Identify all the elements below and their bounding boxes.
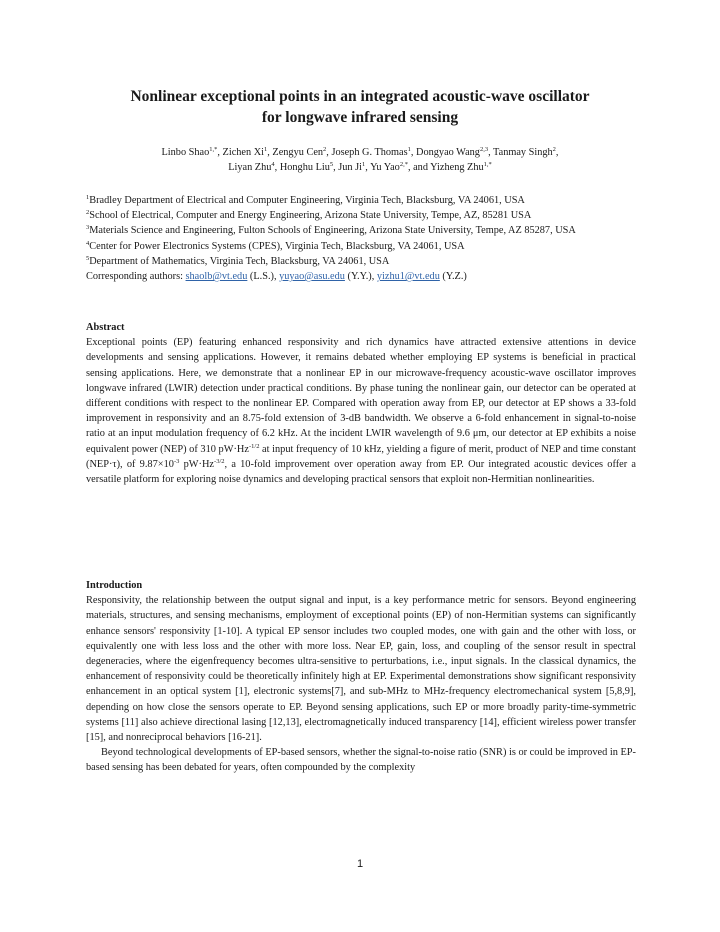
affil-number: 2 <box>86 209 90 217</box>
abstract-body <box>86 335 636 487</box>
author-name: Linbo Shao <box>161 147 210 158</box>
author-name: Liyan Zhu <box>228 162 272 173</box>
introduction-heading: Introduction <box>86 580 143 591</box>
author-list <box>0 145 720 175</box>
paper-title <box>0 86 720 128</box>
author-sep: , <box>410 147 417 158</box>
email-link-shao[interactable]: shaolb@vt.edu <box>185 271 248 283</box>
title-line-1: Nonlinear exceptional points in an integrated acoustic-wave oscillator <box>130 88 590 105</box>
author-name: Yu Yao <box>370 162 400 173</box>
affil-number: 4 <box>86 239 90 247</box>
affil-text: Bradley Department of Electrical and Computer Engineering, Virginia Tech, Blacksburg, VA 24061, USA <box>89 195 525 206</box>
affil-number: 3 <box>86 224 90 232</box>
corresponding-initials: (Y.Y.), <box>344 271 377 283</box>
author-affil-sup: 1,* <box>483 161 492 168</box>
author-sep: , <box>326 147 332 158</box>
introduction-section <box>86 578 636 776</box>
author-affil-sup: 1 <box>264 146 268 153</box>
author-line-2 <box>0 160 720 175</box>
author-name: Jun Ji <box>338 162 363 173</box>
affiliation <box>86 239 638 254</box>
affil-text: Materials Science and Engineering, Fulton Schools of Engineering, Arizona State University, Tempe, AZ 85287, USA <box>89 225 576 237</box>
author-line-1 <box>0 145 720 160</box>
email-link-yao[interactable]: yuyao@asu.edu <box>279 271 345 283</box>
title-line-2: for longwave infrared sensing <box>261 109 459 126</box>
author-affil-sup: 2 <box>552 146 556 153</box>
author-name: Zengyu Cen <box>272 147 324 158</box>
author-affil-sup: 2 <box>323 146 327 153</box>
author-name: Joseph G. Thomas <box>331 147 408 158</box>
affiliation <box>86 208 638 223</box>
author-sep: , <box>365 162 371 173</box>
affiliation <box>86 223 638 238</box>
affiliations <box>86 193 638 284</box>
author-affil-sup: 5 <box>329 161 334 168</box>
corresponding-authors <box>86 269 638 284</box>
corresponding-label: Corresponding authors: <box>86 271 186 283</box>
author-name: Dongyao Wang <box>416 147 480 158</box>
author-affil-sup: 2,* <box>399 161 408 168</box>
author-affil-sup: 1,* <box>209 146 218 153</box>
author-affil-sup: 4 <box>271 161 275 168</box>
abstract-heading: Abstract <box>86 322 125 333</box>
corresponding-initials: (L.S.), <box>247 271 280 283</box>
author-sep: , <box>488 147 494 158</box>
abstract-text: Exceptional points (EP) featuring enhanced responsivity and rich dynamics have attracted extensive attentions in device developments and sensing applications. However, it remains debated whether employing EP systems is beneficial in practical sensing applications. Here, we demonstrate that a nonlinear EP in our microwave-frequency acoustic-wave oscillator improves longwave infrared (LWIR) detection under practical conditions. By phase tuning the nonlinear gain, our detector can be operated at different conditions with respect to the nonlinear EP. Compared with operation away from EP, our detector at EP shows a 33-fold improvement in responsivity and an 8.75-fold extension of 3-dB bandwidth. We observe a 6-fold enhancement in signal-to-noise ratio at an input modulation frequency of 6.2 kHz. At the incident LWIR wavelength of 9.6 μm, our detector at EP exhibits a noise equivalent power (NEP) of 310 pW·Hz <box>86 337 636 455</box>
author-name: Yizheng Zhu <box>430 162 484 173</box>
introduction-paragraph-2: Beyond technological developments of EP-based sensors, whether the signal-to-noise ratio (SNR) is or could be improved in EP-based sensing has been debated for years, often compounded by the complexity <box>86 747 636 774</box>
author-affil-sup: 2,3 <box>479 146 489 153</box>
affil-number: 1 <box>86 194 90 201</box>
abstract-text: at input frequency of 10 kHz, yielding a figure of merit, product of NEP and time constant (NEP·τ), of 9.87×10 <box>86 443 636 470</box>
exponent: -1/2 <box>248 442 260 450</box>
author-name: Tanmay Singh <box>493 147 553 158</box>
author-affil-sup: 1 <box>362 161 366 168</box>
page-number: 1 <box>356 858 364 870</box>
author-name: Zichen Xi <box>222 147 265 158</box>
affil-number: 5 <box>86 254 90 262</box>
author-name: Honghu Liu <box>279 162 330 173</box>
abstract-text: pW·Hz <box>179 458 215 470</box>
affil-text: Department of Mathematics, Virginia Tech, Blacksburg, VA 24061, USA <box>89 255 390 267</box>
author-sep: , <box>274 162 280 173</box>
author-sep: , and <box>407 162 431 173</box>
author-affil-sup: 1 <box>407 146 411 153</box>
introduction-paragraph-1: Responsivity, the relationship between the output signal and input, is a key performance metric for sensors. Beyond engineering materials, structures, and sensing mechanisms, employment of exceptional points (EP) of non-Hermitian systems can significantly enhance sensors' responsivity [1-10]. A typical EP sensor includes two coupled modes, one with gain and the other with loss, or equivalently one with less loss and the other with more loss. Near EP, gain, loss, and coupling of the sensor result in spectral degeneracies, where the eigenfrequency becomes ultra-sensitive to perturbations, i.e., input signals. In the classical dynamics, the enhancement of responsivity could be theoretically infinitely high at EP. Experimental demonstrations show significant responsivity enhancement in an optical system [1], electronic systems[7], and sub-MHz to MHz-frequency electromechanical system [5,8,9], depending on how close the sensors operate to EP. Beyond sensing applications, such EP or more broadly parity-time-symmetric systems [11] also achieve directional lasing [12,13], electromagnetically induced transparency [14], efficient wireless power transfer [15], and nonreciprocal behaviors [16-21]. <box>86 595 636 744</box>
affiliation <box>86 254 638 269</box>
affiliation <box>86 193 638 208</box>
corresponding-initials: (Y.Z.) <box>439 271 467 283</box>
affil-text: School of Electrical, Computer and Energy Engineering, Arizona State University, Tempe, AZ, 85281 USA <box>89 210 532 222</box>
author-sep: , <box>555 147 559 158</box>
exponent: -3/2 <box>214 457 225 465</box>
author-sep: , <box>333 162 339 173</box>
abstract-section <box>86 320 636 487</box>
author-sep: , <box>267 147 273 158</box>
abstract-text: , a 10-fold improvement over operation away from EP. Our integrated acoustic devices offer a versatile platform for exploring noise dynamics and developing practical sensors that exploit non-Hermitian nonlinearities. <box>86 458 637 486</box>
author-sep: , <box>217 147 223 158</box>
affil-text: Center for Power Electronics Systems (CPES), Virginia Tech, Blacksburg, VA 24061, USA <box>89 240 465 252</box>
exponent: -3 <box>173 457 180 465</box>
email-link-zhu[interactable]: yizhu1@vt.edu <box>376 271 440 283</box>
